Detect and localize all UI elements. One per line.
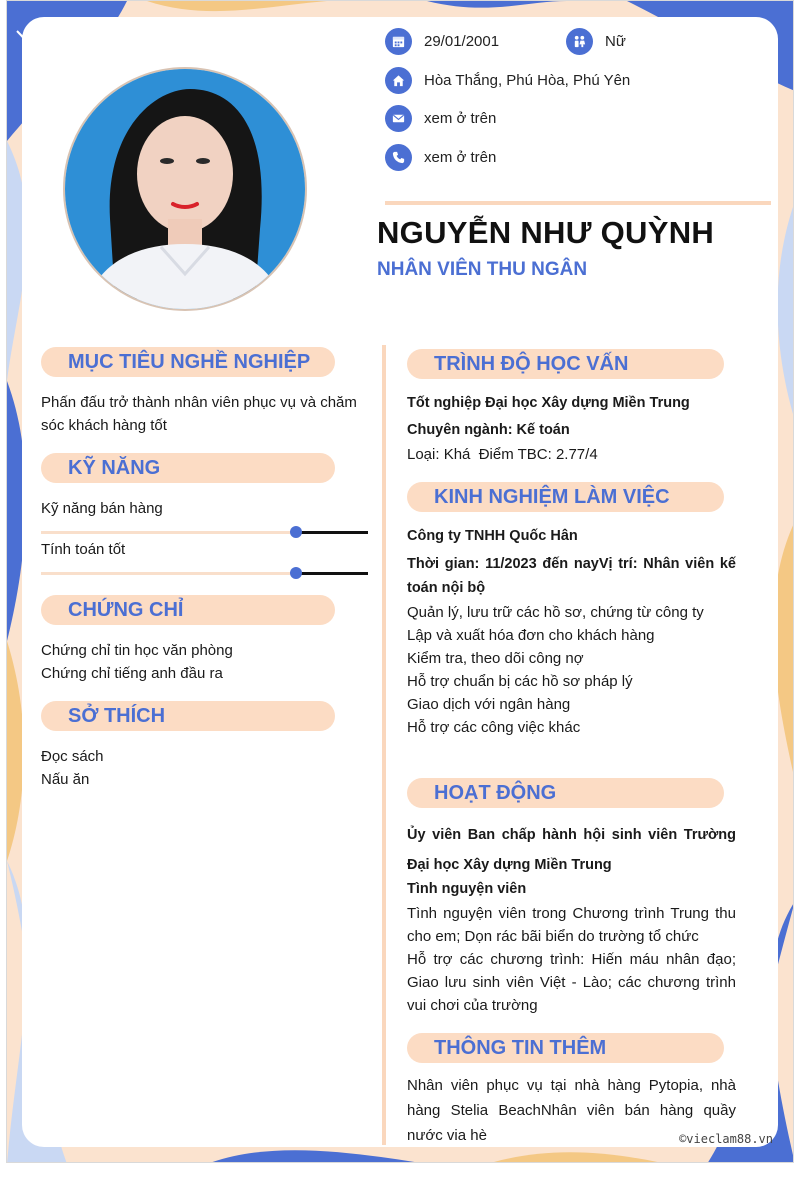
hobbies-heading: SỞ THÍCH [41, 701, 335, 731]
education-school: Tốt nghiệp Đại học Xây dựng Miền Trung [407, 395, 690, 411]
objective-heading: MỤC TIÊU NGHỀ NGHIỆP [41, 347, 335, 377]
phone-row [385, 144, 496, 171]
skill-bar-2 [41, 572, 368, 575]
education-heading: TRÌNH ĐỘ HỌC VẤN [407, 349, 724, 379]
people-icon [566, 28, 593, 55]
skill-bar-1 [41, 531, 368, 534]
skill-bar-fill [41, 531, 296, 534]
experience-task-4: Hỗ trợ chuẩn bị các hồ sơ pháp lý [407, 673, 633, 690]
activities-volunteer: Tình nguyện viên [407, 881, 527, 897]
email-value: xem ở trên [424, 110, 497, 127]
address-value: Hòa Thắng, Phú Hòa, Phú Yên [424, 72, 631, 89]
calendar-icon [385, 28, 412, 55]
dob-value: 29/01/2001 [424, 33, 500, 50]
extra-heading: THÔNG TIN THÊM [407, 1033, 724, 1063]
watermark: ©vieclam88.vn [679, 1132, 773, 1146]
mail-icon [385, 105, 412, 132]
phone-value: xem ở trên [424, 149, 497, 166]
certificate-item-2: Chứng chỉ tiếng anh đầu ra [41, 665, 223, 682]
experience-period: Thời gian: 11/2023 đến nayVị trí: Nhân viên kế toán nội bộ [407, 556, 736, 596]
phone-icon [385, 144, 412, 171]
activities-heading: HOẠT ĐỘNG [407, 778, 724, 808]
experience-company: Công ty TNHH Quốc Hân [407, 528, 578, 544]
hobby-item-2: Nấu ăn [41, 771, 90, 788]
header-divider [385, 201, 771, 205]
dob-row [385, 28, 499, 55]
extra-text: Nhân viên phục vụ tại nhà hàng Pytopia, nhà hàng Stelia BeachNhân viên bán hàng quầy nước via hè [407, 1077, 736, 1144]
profile-photo [63, 67, 307, 311]
column-divider [382, 345, 386, 1145]
skill-bar-fill [41, 572, 296, 575]
gender-value: Nữ [605, 33, 626, 50]
hobby-item-1: Đọc sách [41, 748, 104, 765]
skills-heading: KỸ NĂNG [41, 453, 335, 483]
experience-task-5: Giao dịch với ngân hàng [407, 696, 571, 713]
certificate-item-1: Chứng chỉ tin học văn phòng [41, 642, 233, 659]
certificates-heading: CHỨNG CHỈ [41, 595, 335, 625]
skill-bar-track [296, 531, 368, 534]
candidate-name: NGUYỄN NHƯ QUỲNH [377, 215, 715, 250]
address-row [385, 67, 630, 94]
email-row [385, 105, 496, 132]
education-major: Chuyên ngành: Kế toán [407, 422, 570, 438]
experience-task-6: Hỗ trợ các công việc khác [407, 719, 581, 736]
objective-text: Phấn đấu trở thành nhân viên phục vụ và chăm sóc khách hàng tốt [41, 394, 357, 434]
experience-task-1: Quản lý, lưu trữ các hồ sơ, chứng từ công ty [407, 604, 704, 621]
candidate-position: NHÂN VIÊN THU NGÂN [377, 259, 588, 280]
activities-detail-2: Hỗ trợ các chương trình: Hiến máu nhân đạo; Giao lưu sinh viên Việt - Lào; các chương trình vui chơi của trường [407, 951, 736, 1014]
home-icon [385, 67, 412, 94]
activities-role: Ủy viên Ban chấp hành hội sinh viên Trường Đại học Xây dựng Miền Trung [407, 827, 736, 873]
portrait-image [65, 69, 305, 309]
skill-bar-track [296, 572, 368, 575]
activities-detail-1: Tình nguyện viên trong Chương trình Trung thu cho em; Dọn rác bãi biển do trường tổ chức [407, 905, 736, 945]
skill-name-1: Kỹ năng bán hàng [41, 500, 163, 517]
experience-task-3: Kiểm tra, theo dõi công nợ [407, 650, 584, 667]
skill-level-knob [290, 567, 302, 579]
education-grade: Loại: Khá Điểm TBC: 2.77/4 [407, 446, 598, 463]
experience-heading: KINH NGHIỆM LÀM VIỆC [407, 482, 724, 512]
experience-task-2: Lập và xuất hóa đơn cho khách hàng [407, 627, 655, 644]
gender-row [566, 28, 626, 55]
skill-name-2: Tính toán tốt [41, 541, 126, 558]
skill-level-knob [290, 526, 302, 538]
